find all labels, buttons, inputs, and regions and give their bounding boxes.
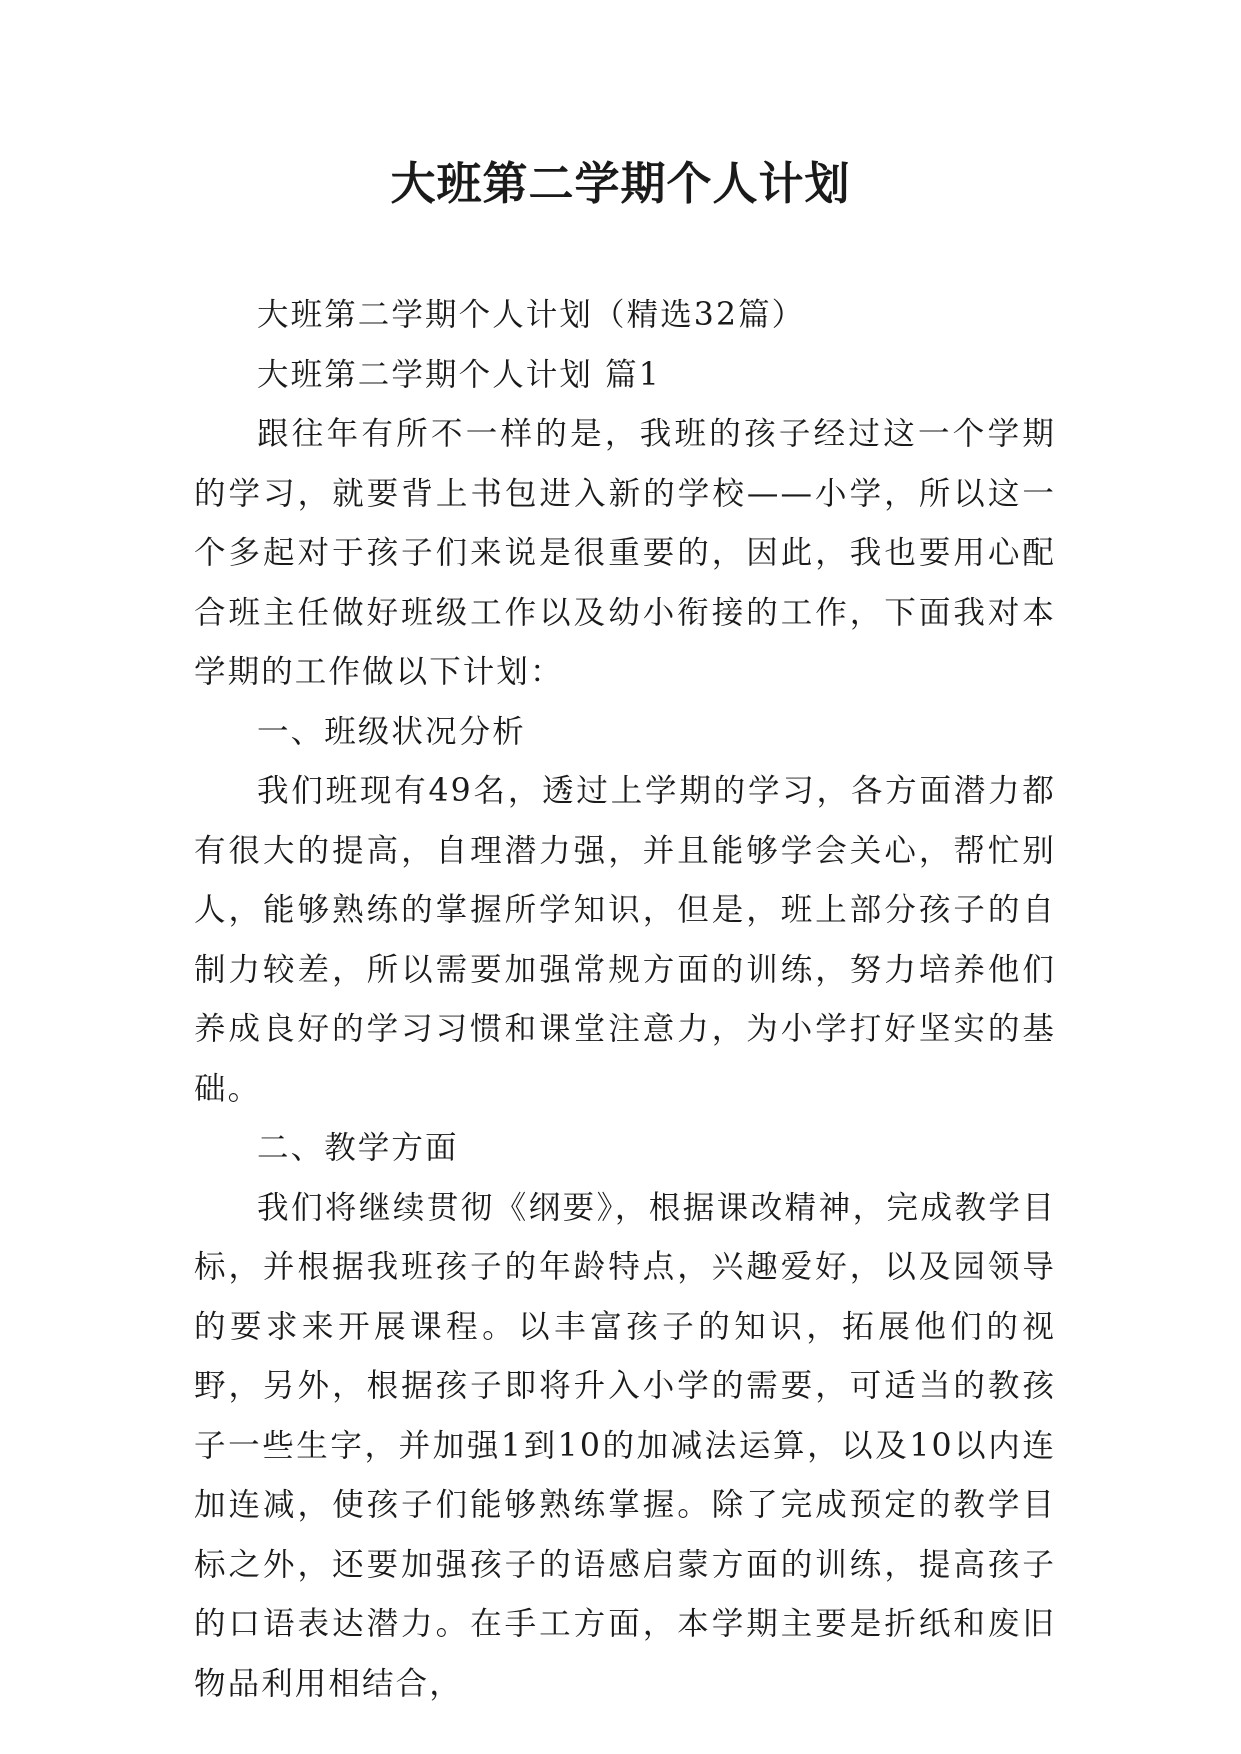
- body-paragraph: 我们班现有49名，透过上学期的学习，各方面潜力都有很大的提高，自理潜力强，并且能够学会关心，帮忙别人，能够熟练的掌握所学知识，但是，班上部分孩子的自制力较差，所以需要加强常规方面的训练，努力培养他们养成良好的学习习惯和课堂注意力，为小学打好坚实的基础。: [194, 773, 1056, 1107]
- section-heading: 大班第二学期个人计划 篇1: [257, 356, 661, 393]
- body-paragraph: 我们将继续贯彻《纲要》，根据课改精神，完成教学目标，并根据我班孩子的年龄特点，兴趣爱好，以及园领导的要求来开展课程。以丰富孩子的知识，拓展他们的视野，另外，根据孩子即将升入小学的需要，可适当的教孩子一些生字，并加强1到10的加减法运算，以及10以内连加连减，使孩子们能够熟练掌握。除了完成预定的教学目标之外，还要加强孩子的语感启蒙方面的训练，提高孩子的口语表达潜力。在手工方面，本学期主要是折纸和废旧物品利用相结合，: [194, 1189, 1056, 1702]
- document-title: 大班第二学期个人计划: [390, 157, 851, 210]
- body-paragraph: 跟往年有所不一样的是，我班的孩子经过这一个学期的学习，就要背上书包进入新的学校——小学，所以这一个多起对于孩子们来说是很重要的，因此，我也要用心配合班主任做好班级工作以及幼小衔接的工作，下面我对本学期的工作做以下计划：: [194, 416, 1056, 690]
- subtitle-paragraph: 大班第二学期个人计划（精选32篇）: [257, 297, 806, 333]
- section-heading: 一、班级状况分析: [257, 713, 526, 750]
- section-heading: 二、教学方面: [257, 1130, 459, 1166]
- document-body: [194, 286, 1056, 1714]
